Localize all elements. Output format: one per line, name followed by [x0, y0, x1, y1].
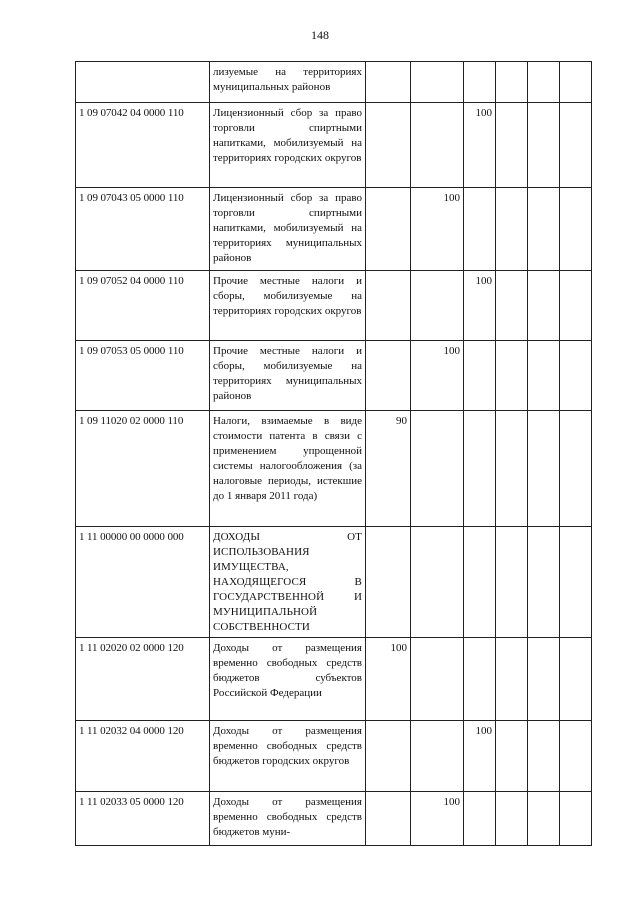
value-cell — [528, 792, 560, 846]
value-cell — [411, 638, 464, 721]
value-cell — [496, 721, 528, 792]
revenue-code: 1 11 02032 04 0000 120 — [76, 721, 210, 792]
value-cell — [464, 411, 496, 527]
revenue-code: 1 09 07043 05 0000 110 — [76, 188, 210, 271]
value-cell — [366, 527, 411, 638]
value-cell — [560, 721, 592, 792]
value-cell: 100 — [366, 638, 411, 721]
value-cell: 100 — [411, 341, 464, 411]
table-row — [76, 188, 592, 271]
table-row — [76, 527, 592, 638]
value-cell — [366, 721, 411, 792]
table-row — [76, 103, 592, 188]
revenue-code: 1 11 02033 05 0000 120 — [76, 792, 210, 846]
revenue-name: Прочие местные налоги и сборы, мобилизуемые на территориях городских округов — [210, 271, 366, 341]
value-cell — [560, 103, 592, 188]
value-cell — [496, 188, 528, 271]
value-cell — [528, 411, 560, 527]
value-cell — [528, 341, 560, 411]
value-cell — [366, 341, 411, 411]
revenue-code: 1 09 07053 05 0000 110 — [76, 341, 210, 411]
value-cell — [528, 638, 560, 721]
value-cell — [496, 411, 528, 527]
revenue-name: Лицензионный сбор за право торговли спиртными напитками, мобилизуемый на территориях городских округов — [210, 103, 366, 188]
revenue-name: лизуемые на территориях муниципальных районов — [210, 62, 366, 103]
revenue-code: 1 11 00000 00 0000 000 — [76, 527, 210, 638]
value-cell — [560, 188, 592, 271]
value-cell — [528, 103, 560, 188]
revenue-code — [76, 62, 210, 103]
value-cell — [496, 527, 528, 638]
value-cell — [464, 341, 496, 411]
value-cell — [528, 271, 560, 341]
value-cell: 100 — [464, 721, 496, 792]
value-cell — [411, 271, 464, 341]
value-cell: 100 — [464, 271, 496, 341]
value-cell — [496, 103, 528, 188]
value-cell — [411, 103, 464, 188]
value-cell — [496, 62, 528, 103]
value-cell — [496, 341, 528, 411]
value-cell — [496, 638, 528, 721]
revenue-name: Лицензионный сбор за право торговли спиртными напитками, мобилизуемый на территориях муниципальных районов — [210, 188, 366, 271]
budget-revenue-table — [75, 61, 592, 846]
value-cell — [366, 103, 411, 188]
value-cell — [411, 721, 464, 792]
value-cell — [528, 721, 560, 792]
page-number: 148 — [311, 28, 329, 42]
value-cell — [464, 638, 496, 721]
value-cell — [366, 188, 411, 271]
value-cell: 100 — [411, 188, 464, 271]
value-cell — [411, 527, 464, 638]
value-cell — [560, 341, 592, 411]
value-cell — [366, 271, 411, 341]
table-row — [76, 62, 592, 103]
revenue-name: Налоги, взимаемые в виде стоимости патента в связи с применением упрощенной системы налогообложения (за налоговые периоды, истекшие до 1 января 2011 года) — [210, 411, 366, 527]
value-cell: 90 — [366, 411, 411, 527]
value-cell — [464, 188, 496, 271]
table-row — [76, 792, 592, 846]
table-row — [76, 411, 592, 527]
table-row — [76, 638, 592, 721]
value-cell — [528, 527, 560, 638]
value-cell — [366, 792, 411, 846]
revenue-name: ДОХОДЫ ОТ ИСПОЛЬЗОВАНИЯ ИМУЩЕСТВА, НАХОДЯЩЕГОСЯ В ГОСУДАРСТВЕННОЙ И МУНИЦИПАЛЬНОЙ СОБСТВЕННОСТИ — [210, 527, 366, 638]
revenue-code: 1 11 02020 02 0000 120 — [76, 638, 210, 721]
revenue-code: 1 09 07042 04 0000 110 — [76, 103, 210, 188]
value-cell — [560, 271, 592, 341]
revenue-name: Прочие местные налоги и сборы, мобилизуемые на территориях муниципальных районов — [210, 341, 366, 411]
value-cell — [464, 792, 496, 846]
value-cell — [464, 527, 496, 638]
value-cell — [560, 411, 592, 527]
revenue-name: Доходы от размещения временно свободных средств бюджетов городских округов — [210, 721, 366, 792]
value-cell — [496, 792, 528, 846]
value-cell — [411, 411, 464, 527]
revenue-name: Доходы от размещения временно свободных средств бюджетов муни- — [210, 792, 366, 846]
value-cell: 100 — [464, 103, 496, 188]
table-row — [76, 721, 592, 792]
value-cell — [496, 271, 528, 341]
value-cell — [560, 62, 592, 103]
value-cell — [560, 638, 592, 721]
value-cell: 100 — [411, 792, 464, 846]
table-row — [76, 271, 592, 341]
value-cell — [411, 62, 464, 103]
value-cell — [560, 792, 592, 846]
value-cell — [464, 62, 496, 103]
revenue-name: Доходы от размещения временно свободных средств бюджетов субъектов Российской Федерации — [210, 638, 366, 721]
value-cell — [366, 62, 411, 103]
value-cell — [528, 188, 560, 271]
value-cell — [560, 527, 592, 638]
revenue-code: 1 09 07052 04 0000 110 — [76, 271, 210, 341]
table-row — [76, 341, 592, 411]
revenue-code: 1 09 11020 02 0000 110 — [76, 411, 210, 527]
value-cell — [528, 62, 560, 103]
